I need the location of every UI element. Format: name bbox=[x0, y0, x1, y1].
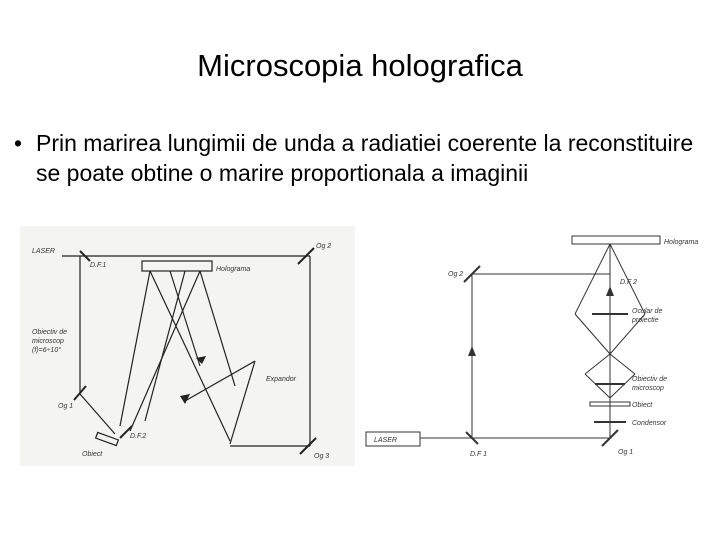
label-objective-3: (f)=6÷10° bbox=[32, 347, 62, 354]
right-figure-labels bbox=[374, 239, 698, 458]
right-setup-figure bbox=[366, 236, 663, 446]
label-objective-right-1: Obiectiv de bbox=[632, 376, 668, 383]
label-og2: Og 2 bbox=[316, 243, 332, 250]
label-ocular-1: Ocular de bbox=[632, 308, 663, 315]
left-setup-figure bbox=[20, 226, 355, 466]
slide-title: Microscopia holografica bbox=[197, 48, 523, 83]
label-og1: Og 1 bbox=[58, 403, 74, 410]
label-df2-right: D.F 2 bbox=[620, 279, 637, 286]
right-hologram-plate bbox=[572, 236, 660, 244]
label-objective-1: Obiectiv de bbox=[32, 329, 68, 336]
holography-diagrams bbox=[20, 226, 700, 466]
label-df1-right: D.F 1 bbox=[470, 451, 487, 458]
ray bbox=[575, 314, 610, 354]
label-ocular-2: proiectie bbox=[632, 317, 659, 324]
left-figure-background bbox=[20, 226, 355, 466]
label-df2: D.F.2 bbox=[130, 433, 147, 440]
label-object: Obiect bbox=[82, 451, 103, 458]
label-og3: Og 3 bbox=[314, 453, 330, 460]
label-objective-2: microscop bbox=[32, 338, 64, 345]
arrow-head bbox=[606, 286, 614, 296]
bullet-text: Prin marirea lungimii de unda a radiatiei coerente la reconstituire se poate obtine o marire proportionala a imaginii bbox=[36, 130, 694, 186]
label-hologram-right: Holograma bbox=[664, 239, 699, 246]
arrow-head bbox=[468, 346, 476, 356]
bullet-dot: • bbox=[14, 130, 23, 156]
label-hologram: Holograma bbox=[216, 266, 251, 273]
label-df1: D.F.1 bbox=[90, 262, 107, 269]
ray bbox=[610, 354, 635, 374]
label-laser-right: LASER bbox=[374, 437, 397, 444]
label-og2-right: Og 2 bbox=[448, 271, 464, 278]
ray bbox=[585, 354, 610, 374]
label-expander: Expandor bbox=[266, 376, 296, 383]
label-og1-right: Og 1 bbox=[618, 449, 634, 456]
label-object-right: Obiect bbox=[632, 402, 653, 409]
bullet-item bbox=[14, 128, 704, 188]
label-laser: LASER bbox=[32, 248, 55, 255]
label-condenser: Condensor bbox=[632, 420, 667, 427]
ray bbox=[575, 244, 610, 314]
ray bbox=[585, 374, 610, 398]
label-objective-right-2: microscop bbox=[632, 385, 664, 392]
